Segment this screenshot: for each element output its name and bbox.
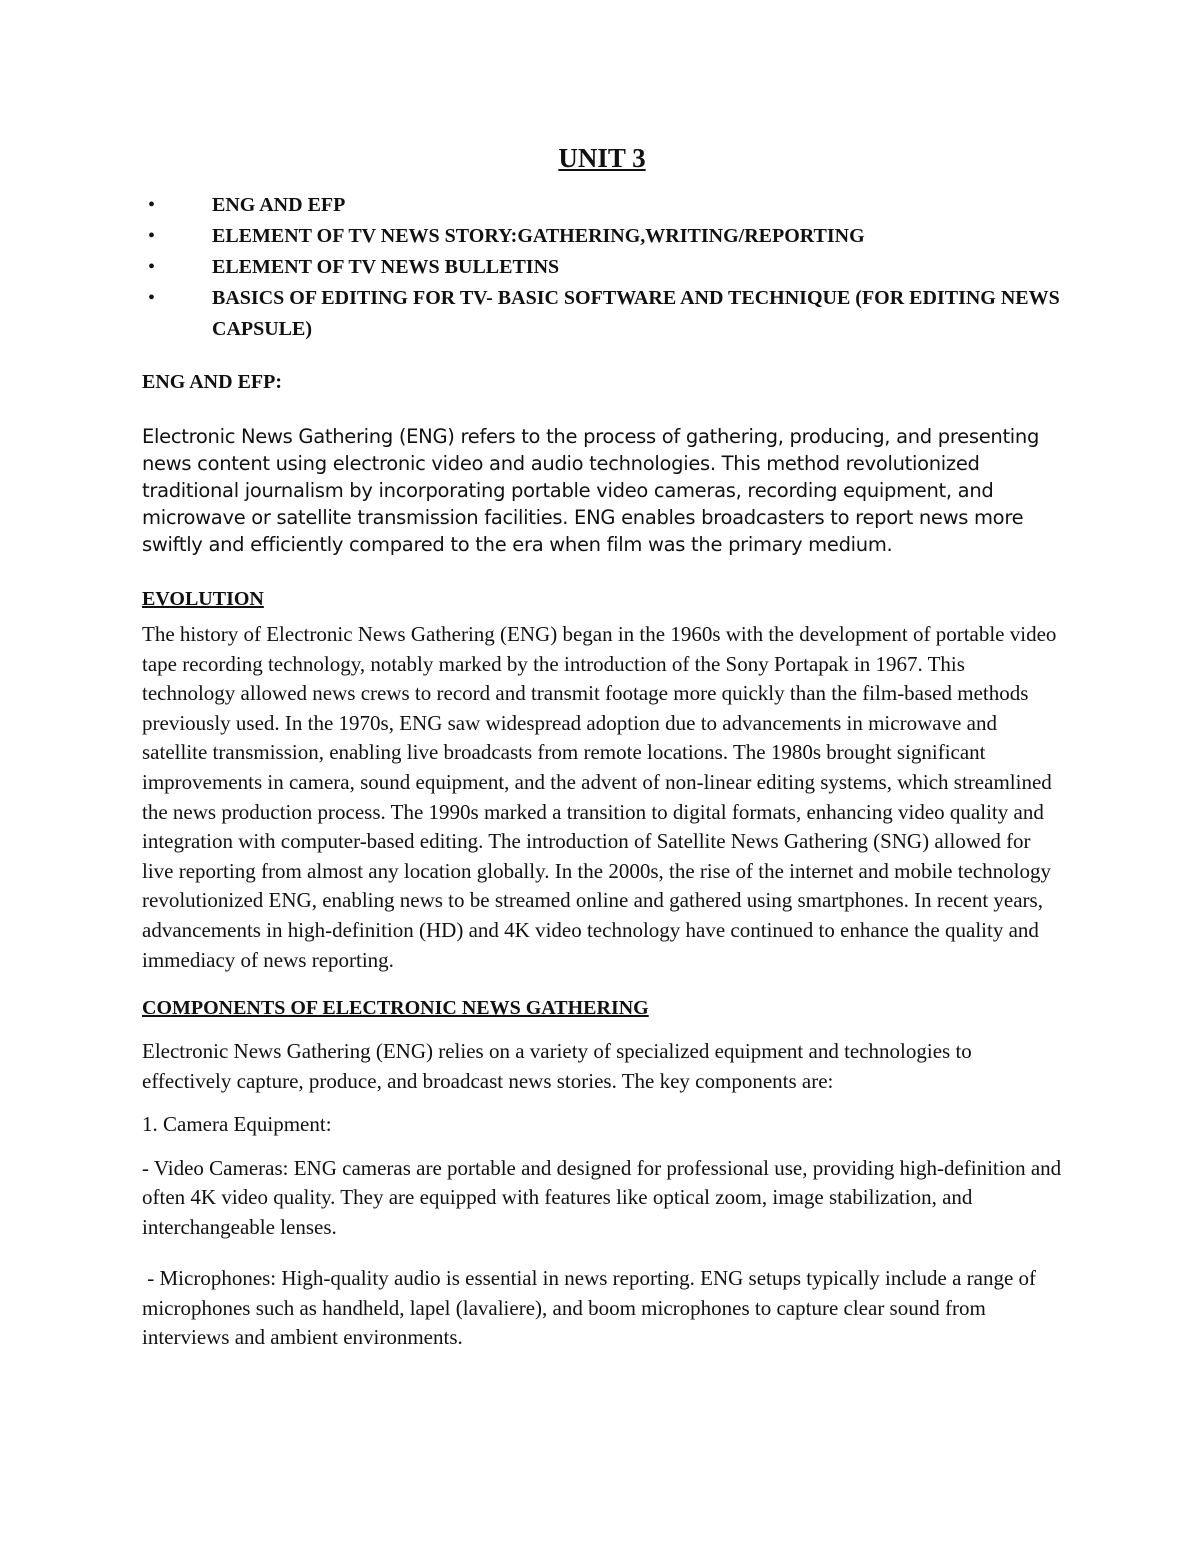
topic-item — [142, 283, 1062, 345]
evolution-heading: EVOLUTION — [142, 588, 264, 610]
video-cameras-paragraph: - Video Cameras: ENG cameras are portable and designed for professional use, providing high-definition and often 4K video quality. They are equipped with features like optical zoom, image stabilization, and interchangeable lenses. — [142, 1155, 1062, 1239]
topic-text: BASICS OF EDITING FOR TV- BASIC SOFTWARE AND TECHNIQUE (FOR EDITING NEWS CAPSULE) — [212, 287, 1060, 340]
document-content — [142, 140, 1062, 1353]
camera-equipment-heading: 1. Camera Equipment: — [142, 1112, 332, 1137]
bullet-icon: • — [148, 225, 156, 247]
topic-item — [142, 190, 1062, 221]
bullet-icon: • — [148, 287, 156, 309]
eng-efp-heading: ENG AND EFP: — [142, 371, 282, 393]
topic-text: ELEMENT OF TV NEWS BULLETINS — [212, 256, 560, 278]
topic-text: ELEMENT OF TV NEWS STORY:GATHERING,WRITING/REPORTING — [212, 225, 865, 247]
components-heading: COMPONENTS OF ELECTRONIC NEWS GATHERING — [142, 997, 649, 1020]
topics-list — [142, 190, 1062, 345]
components-intro-paragraph: Electronic News Gathering (ENG) relies on a variety of specialized equipment and technologies to effectively capture, produce, and broadcast news stories. The key components are: — [142, 1039, 972, 1093]
evolution-paragraph: The history of Electronic News Gathering (ENG) began in the 1960s with the development of portable video tape recording technology, notably marked by the introduction of the Sony Portapak in 1967. This technology allowed news crews to record and transmit footage more quickly than the film-based methods previously used. In the 1970s, ENG saw widespread adoption due to advancements in microwave and satellite transmission, enabling live broadcasts from remote locations. The 1980s brought significant improvements in camera, sound equipment, and the advent of non-linear editing systems, which streamlined the news production process. The 1990s marked a transition to digital formats, enhancing video quality and integration with computer-based editing. The introduction of Satellite News Gathering (SNG) allowed for live reporting from almost any location globally. In the 2000s, the rise of the internet and mobile technology revolutionized ENG, enabling news to be streamed online and gathered using smartphones. In recent years, advancements in high-definition (HD) and 4K video technology have continued to enhance the quality and immediacy of news reporting. — [142, 622, 1057, 972]
unit-title: UNIT 3 — [558, 143, 646, 173]
bullet-icon: • — [148, 194, 156, 216]
topic-text: ENG AND EFP — [212, 194, 346, 216]
eng-definition-paragraph: Electronic News Gathering (ENG) refers to the process of gathering, producing, and presenting news content using electronic video and audio technologies. This method revolutionized traditional journalism by incorporating portable video cameras, recording equipment, and microwave or satellite transmission facilities. ENG enables broadcasters to report news more swiftly and efficiently compared to the era when film was the primary medium. — [142, 425, 1040, 556]
topic-item — [142, 221, 1062, 252]
bullet-icon: • — [148, 256, 156, 278]
topic-item — [142, 252, 1062, 283]
microphones-paragraph: - Microphones: High-quality audio is essential in news reporting. ENG setups typically include a range of microphones such as handheld, lapel (lavaliere), and boom microphones to capture clear sound from interviews and ambient environments. — [142, 1266, 1042, 1350]
